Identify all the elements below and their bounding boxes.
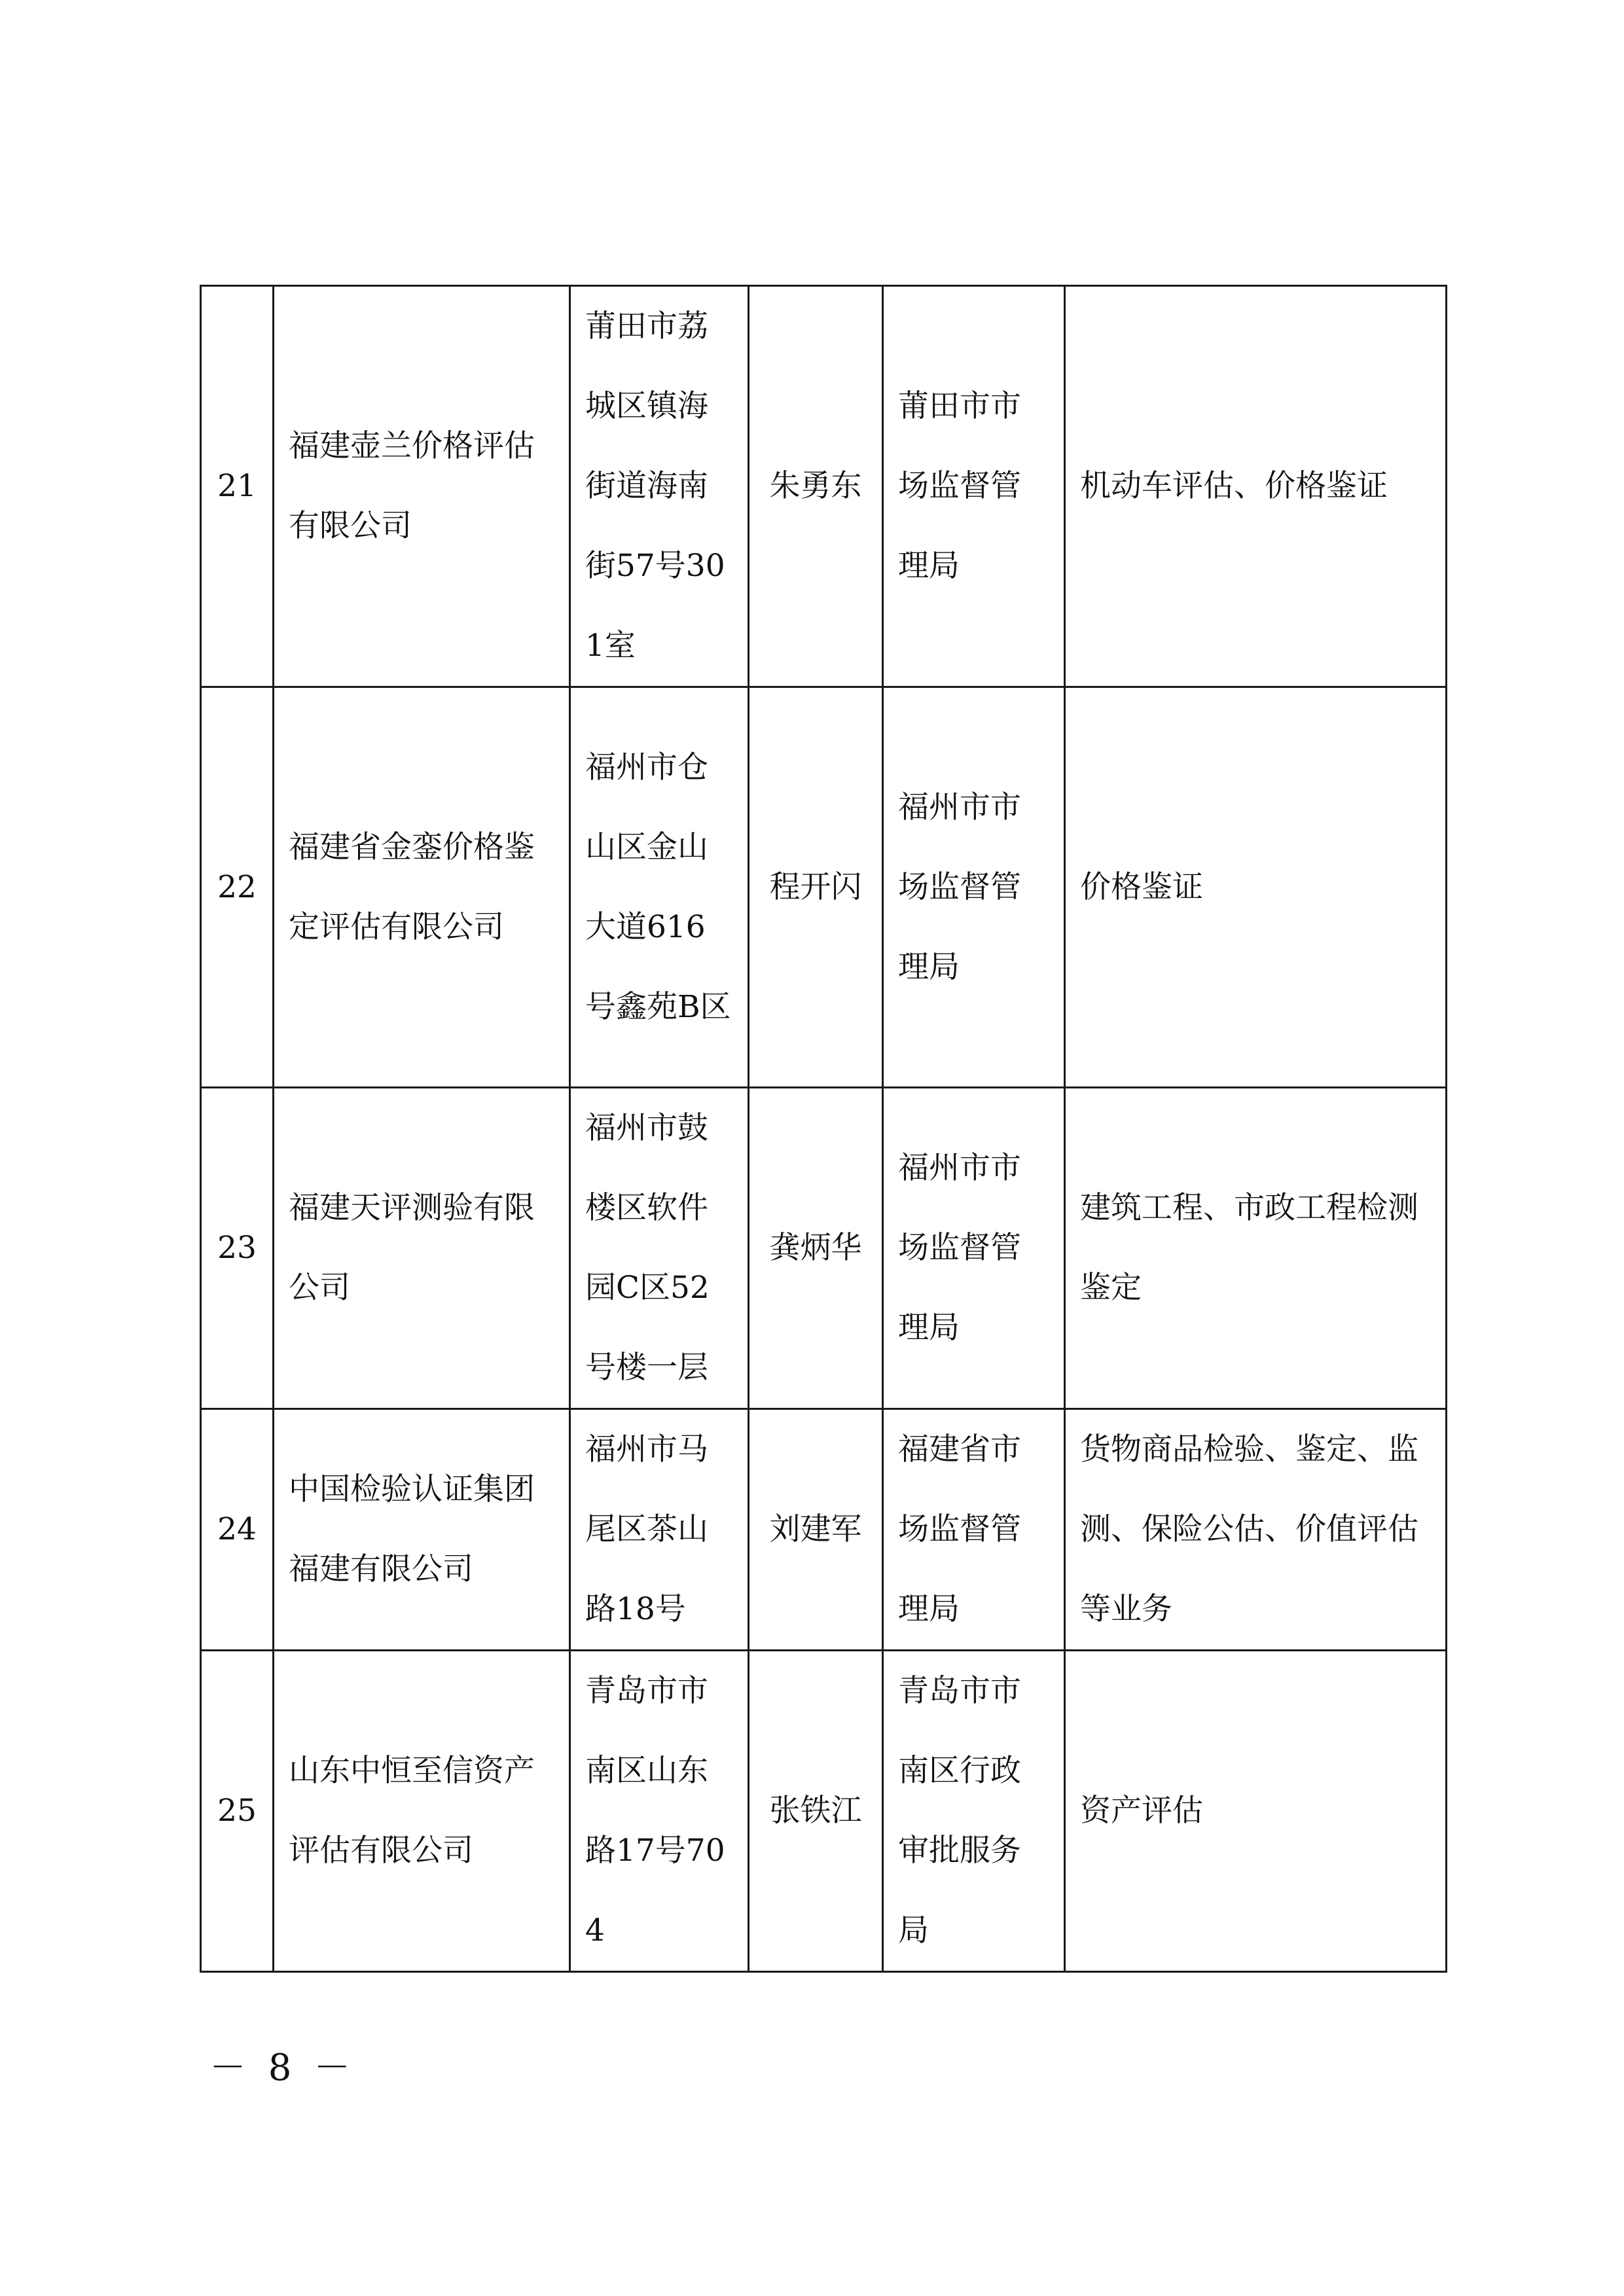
company-address: 福州市仓山区金山大道616号鑫苑B区 [570, 687, 749, 1088]
table-row [201, 1088, 1447, 1409]
company-name: 福建天评测验有限公司 [274, 1088, 570, 1409]
row-number: 24 [201, 1409, 274, 1651]
legal-representative: 朱勇东 [749, 286, 883, 687]
registration-authority: 福州市市场监督管理局 [883, 687, 1065, 1088]
business-scope: 机动车评估、价格鉴证 [1065, 286, 1447, 687]
company-address: 福州市马尾区茶山路18号 [570, 1409, 749, 1651]
business-scope: 资产评估 [1065, 1651, 1447, 1972]
row-number: 22 [201, 687, 274, 1088]
table-row [201, 687, 1447, 1088]
legal-representative: 程开闪 [749, 687, 883, 1088]
row-number: 21 [201, 286, 274, 687]
registration-authority: 青岛市市南区行政审批服务局 [883, 1651, 1065, 1972]
company-address: 福州市鼓楼区软件园C区52号楼一层 [570, 1088, 749, 1409]
registration-authority: 福州市市场监督管理局 [883, 1088, 1065, 1409]
company-name: 山东中恒至信资产评估有限公司 [274, 1651, 570, 1972]
company-name: 中国检验认证集团福建有限公司 [274, 1409, 570, 1651]
table-row [201, 286, 1447, 687]
company-name: 福建省金銮价格鉴定评估有限公司 [274, 687, 570, 1088]
business-scope: 建筑工程、市政工程检测鉴定 [1065, 1088, 1447, 1409]
legal-representative: 龚炳华 [749, 1088, 883, 1409]
legal-representative: 刘建军 [749, 1409, 883, 1651]
table-row [201, 1651, 1447, 1972]
row-number: 23 [201, 1088, 274, 1409]
row-number: 25 [201, 1651, 274, 1972]
table-row [201, 1409, 1447, 1651]
business-scope: 货物商品检验、鉴定、监测、保险公估、价值评估等业务 [1065, 1409, 1447, 1651]
registry-table [200, 285, 1447, 1973]
company-address: 莆田市荔城区镇海街道海南街57号301室 [570, 286, 749, 687]
registration-authority: 莆田市市场监督管理局 [883, 286, 1065, 687]
registration-authority: 福建省市场监督管理局 [883, 1409, 1065, 1651]
company-name: 福建壶兰价格评估有限公司 [274, 286, 570, 687]
business-scope: 价格鉴证 [1065, 687, 1447, 1088]
page-number: － 8 － [209, 2047, 356, 2089]
company-address: 青岛市市南区山东路17号704 [570, 1651, 749, 1972]
legal-representative: 张铁江 [749, 1651, 883, 1972]
